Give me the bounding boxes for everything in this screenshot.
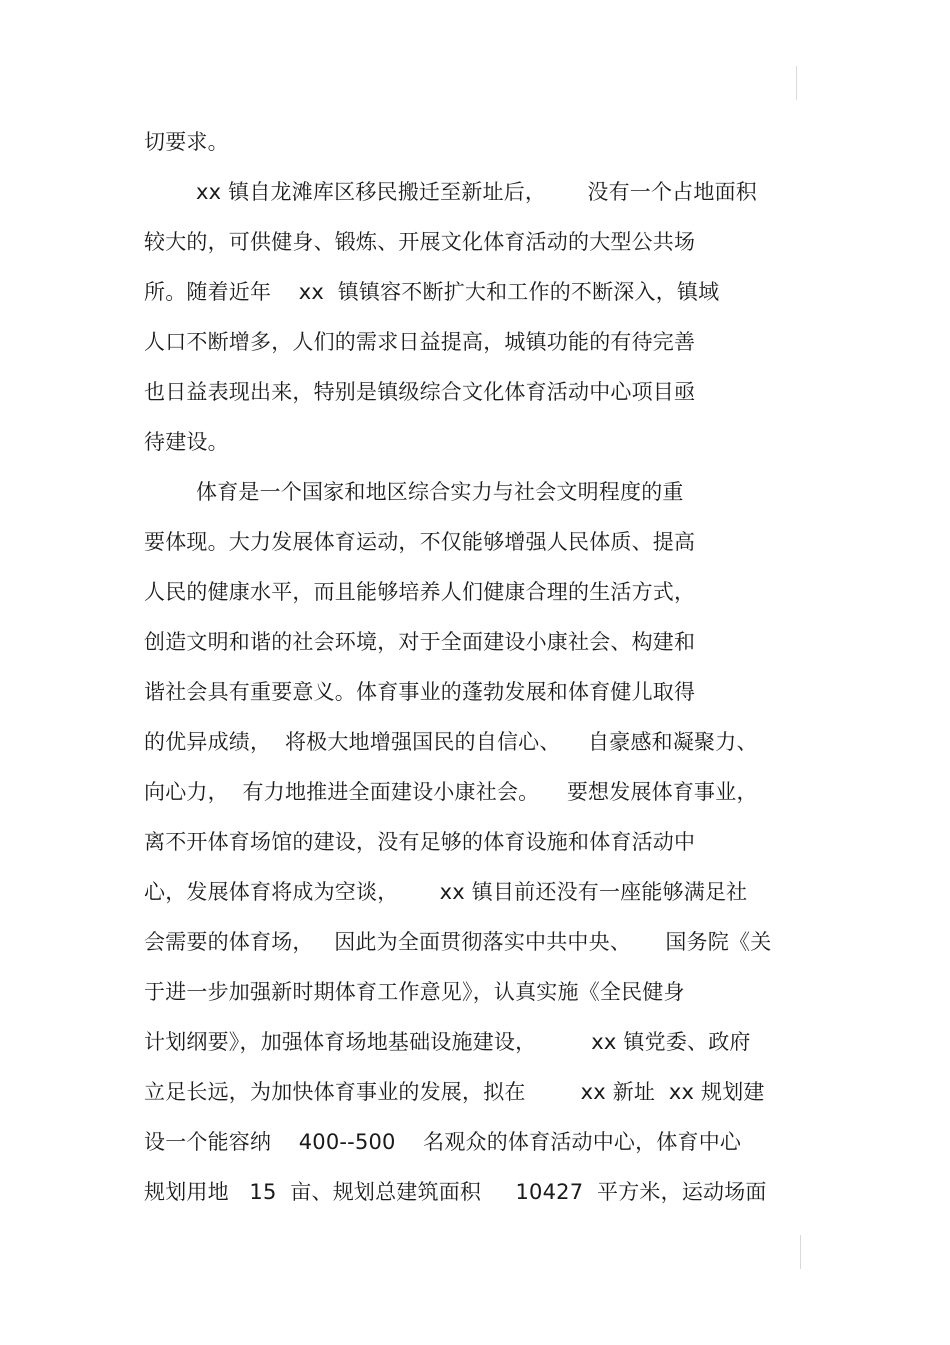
paragraph-start-line: 体育是一个国家和地区综合实力与社会文明程度的重 (196, 480, 684, 504)
text-line: 立足长远，为加快体育事业的发展，拟在 xx 新址 xx 规划建 (144, 1080, 765, 1104)
text-line: 离不开体育场馆的建设，没有足够的体育设施和体育活动中 (144, 830, 696, 854)
text-line: 所。随着近年 xx 镇镇容不断扩大和工作的不断深入，镇域 (144, 280, 720, 304)
text-line: 人口不断增多，人们的需求日益提高，城镇功能的有待完善 (144, 330, 696, 354)
text-line: 的优异成绩， 将极大地增强国民的自信心、 自豪感和凝聚力、 (144, 730, 758, 754)
text-line: 切要求。 (144, 130, 229, 154)
text-line: 向心力， 有力地推进全面建设小康社会。 要想发展体育事业， (144, 780, 758, 804)
text-line: 创造文明和谐的社会环境，对于全面建设小康社会、构建和 (144, 630, 696, 654)
text-line: 谐社会具有重要意义。体育事业的蓬勃发展和体育健儿取得 (144, 680, 696, 704)
text-line: 设一个能容纳 400--500 名观众的体育活动中心，体育中心 (144, 1130, 742, 1154)
text-line: 规划用地 15 亩、规划总建筑面积 10427 平方米，运动场面 (144, 1180, 767, 1204)
page-edge-mark-bottom (800, 1235, 801, 1269)
page-edge-mark-top (796, 66, 797, 100)
text-line: 要体现。大力发展体育运动，不仅能够增强人民体质、提高 (144, 530, 696, 554)
text-line: 于进一步加强新时期体育工作意见》，认真实施《全民健身 (144, 980, 685, 1004)
paragraph-start-line: xx 镇自龙滩库区移民搬迁至新址后， 没有一个占地面积 (196, 180, 757, 204)
text-line: 会需要的体育场， 因此为全面贯彻落实中共中央、 国务院《关 (144, 930, 772, 954)
text-line: 心，发展体育将成为空谈， xx 镇目前还没有一座能够满足社 (144, 880, 748, 904)
text-line: 人民的健康水平，而且能够培养人们健康合理的生活方式， (144, 580, 696, 604)
text-line: 待建设。 (144, 430, 229, 454)
text-line: 计划纲要》，加强体育场地基础设施建设， xx 镇党委、政府 (144, 1030, 751, 1054)
text-line: 也日益表现出来，特别是镇级综合文化体育活动中心项目亟 (144, 380, 696, 404)
text-line: 较大的，可供健身、锻炼、开展文化体育活动的大型公共场 (144, 230, 696, 254)
